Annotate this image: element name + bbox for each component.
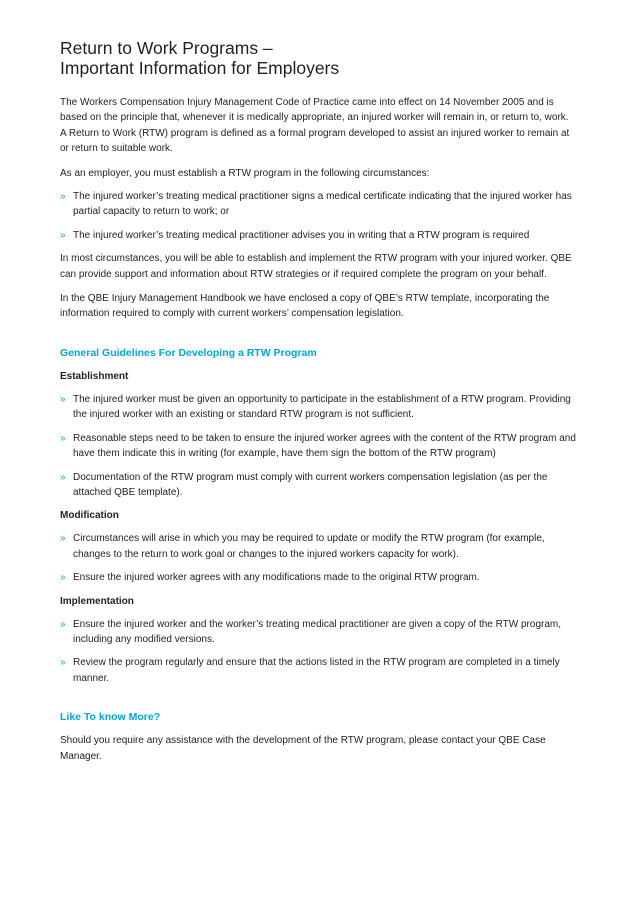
circumstance-item <box>60 189 576 220</box>
circumstance-text: The injured worker’s treating medical practitioner signs a medical certificate indicating that the injured worker has partial capacity to return to work; or <box>73 191 572 218</box>
implementation-item <box>60 655 576 686</box>
establishment-text: Documentation of the RTW program must comply with current workers compensation legislation (as per the attached QBE template). <box>73 471 548 498</box>
contact-paragraph: Should you require any assistance with the development of the RTW program, please contact your QBE Case Manager. <box>60 735 546 762</box>
circumstance-item <box>60 228 576 243</box>
implementation-text: Review the program regularly and ensure that the actions listed in the RTW program are completed in a timely manner. <box>73 657 560 684</box>
modification-item <box>60 570 576 585</box>
support-paragraph: In most circumstances, you will be able to establish and implement the RTW program with your injured worker. QBE can provide support and information about RTW strategies or if required complete the program on your behalf. <box>60 253 572 280</box>
modification-text: Circumstances will arise in which you may be required to update or modify the RTW program (for example, changes to the return to work goal or changes to the injured workers capacity for work). <box>73 533 545 560</box>
bullet-chevron-icon: » <box>60 191 66 203</box>
implementation-text: Ensure the injured worker and the worker’s treating medical practitioner are given a copy of the RTW program, including any modified versions. <box>73 618 562 645</box>
guidelines-heading: General Guidelines For Developing a RTW Program <box>60 346 317 359</box>
bullet-chevron-icon: » <box>60 572 66 584</box>
page-title-line-2: Important Information for Employers <box>60 58 340 78</box>
circumstances-lead-in: As an employer, you must establish a RTW program in the following circumstances: <box>60 167 430 179</box>
bullet-chevron-icon: » <box>60 229 66 241</box>
bullet-chevron-icon: » <box>60 657 66 669</box>
modification-heading: Modification <box>60 510 119 522</box>
bullet-chevron-icon: » <box>60 432 66 444</box>
establishment-heading: Establishment <box>60 370 129 382</box>
page-title-line-1: Return to Work Programs – <box>60 38 273 58</box>
implementation-item <box>60 617 576 648</box>
establishment-item <box>60 470 576 501</box>
implementation-heading: Implementation <box>60 595 134 607</box>
page-title <box>60 38 576 78</box>
circumstance-text: The injured worker’s treating medical practitioner advises you in writing that a RTW program is required <box>73 229 530 241</box>
more-info-heading: Like To know More? <box>60 711 161 724</box>
bullet-chevron-icon: » <box>60 471 66 483</box>
establishment-item <box>60 392 576 423</box>
establishment-text: Reasonable steps need to be taken to ensure the injured worker agrees with the content of the RTW program and have them indicate this in writing (for example, have them sign the bottom of the RTW program) <box>73 432 576 460</box>
establishment-text: The injured worker must be given an opportunity to participate in the establishment of a RTW program. Providing the injured worker with an existing or standard RTW program is not sufficient. <box>73 393 571 421</box>
intro-paragraph: The Workers Compensation Injury Management Code of Practice came into effect on 14 November 2005 and is based on the principle that, whenever it is medically appropriate, an injured worker will remain in, or return to, work. A Return to Work (RTW) program is defined as a formal program developed to assist an injured worker to remain at or return to suitable work. <box>60 97 570 155</box>
modification-text: Ensure the injured worker agrees with any modifications made to the original RTW program. <box>73 572 480 584</box>
modification-item <box>60 531 576 562</box>
bullet-chevron-icon: » <box>60 393 66 405</box>
bullet-chevron-icon: » <box>60 533 66 545</box>
handbook-paragraph: In the QBE Injury Management Handbook we have enclosed a copy of QBE’s RTW template, incorporating the information required to comply with current workers’ compensation legislation. <box>60 293 550 320</box>
establishment-item <box>60 431 576 462</box>
bullet-chevron-icon: » <box>60 618 66 630</box>
